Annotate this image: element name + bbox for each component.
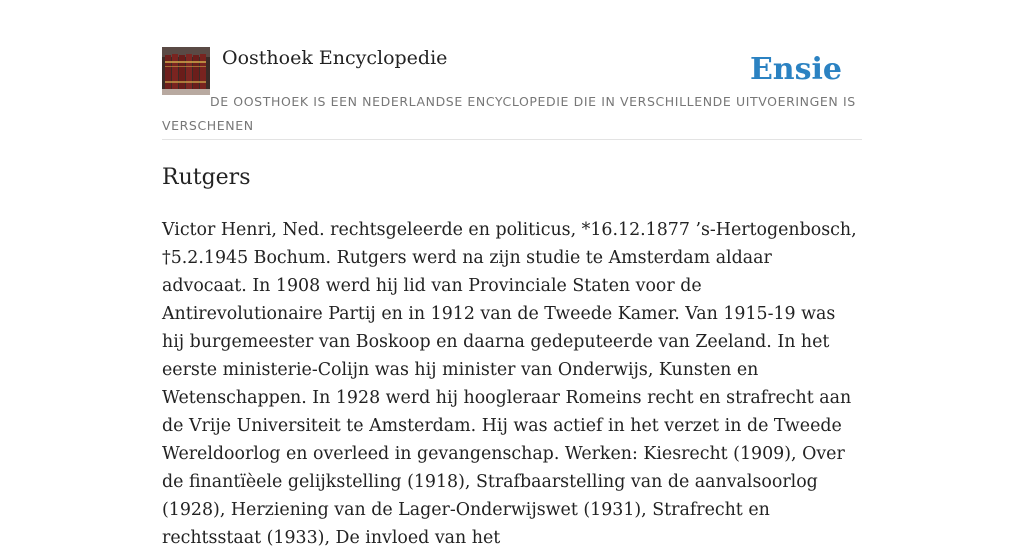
site-title[interactable]: Oosthoek Encyclopedie <box>222 47 448 69</box>
article-body: Victor Henri, Ned. rechtsgeleerde en politicus, *16.12.1877 ’s-Hertogenbosch, †5.2.1945 Bochum. Rutgers werd na zijn studie te Amsterdam aldaar advocaat. In 1908 werd hij lid van Provinciale Staten voor de Antirevolutionaire Partij en in 1912 van de Tweede Kamer. Van 1915-19 was hij burgemeester van Boskoop en daarna gedeputeerde van Zeeland. In het eerste ministerie-Colijn was hij minister van Onderwijs, Kunsten en Wetenschappen. In 1928 werd hij hoogleraar Romeins recht en strafrecht aan de Vrije Universiteit te Amsterdam. Hij was actief in het verzet in de Tweede Wereldoorlog en overleed in gevangenschap. Werken: Kiesrecht (1909), Over de finantïèele gelijkstelling (1918), Strafbaarstelling van de aanvalsoorlog (1928), Herziening van de Lager-Onderwijswet (1931), Strafrecht en rechtsstaat (1933), De invloed van het <box>162 220 857 548</box>
encyclopedia-books-icon[interactable] <box>162 47 210 95</box>
site-header <box>162 46 862 140</box>
ensie-logo-link[interactable]: Ensie <box>749 52 842 87</box>
site-tagline: DE OOSTHOEK IS EEN NEDERLANDSE ENCYCLOPEDIE DIE IN VERSCHILLENDE UITVOERINGEN IS VERSCHENEN <box>162 94 856 133</box>
article-title: Rutgers <box>162 165 251 190</box>
